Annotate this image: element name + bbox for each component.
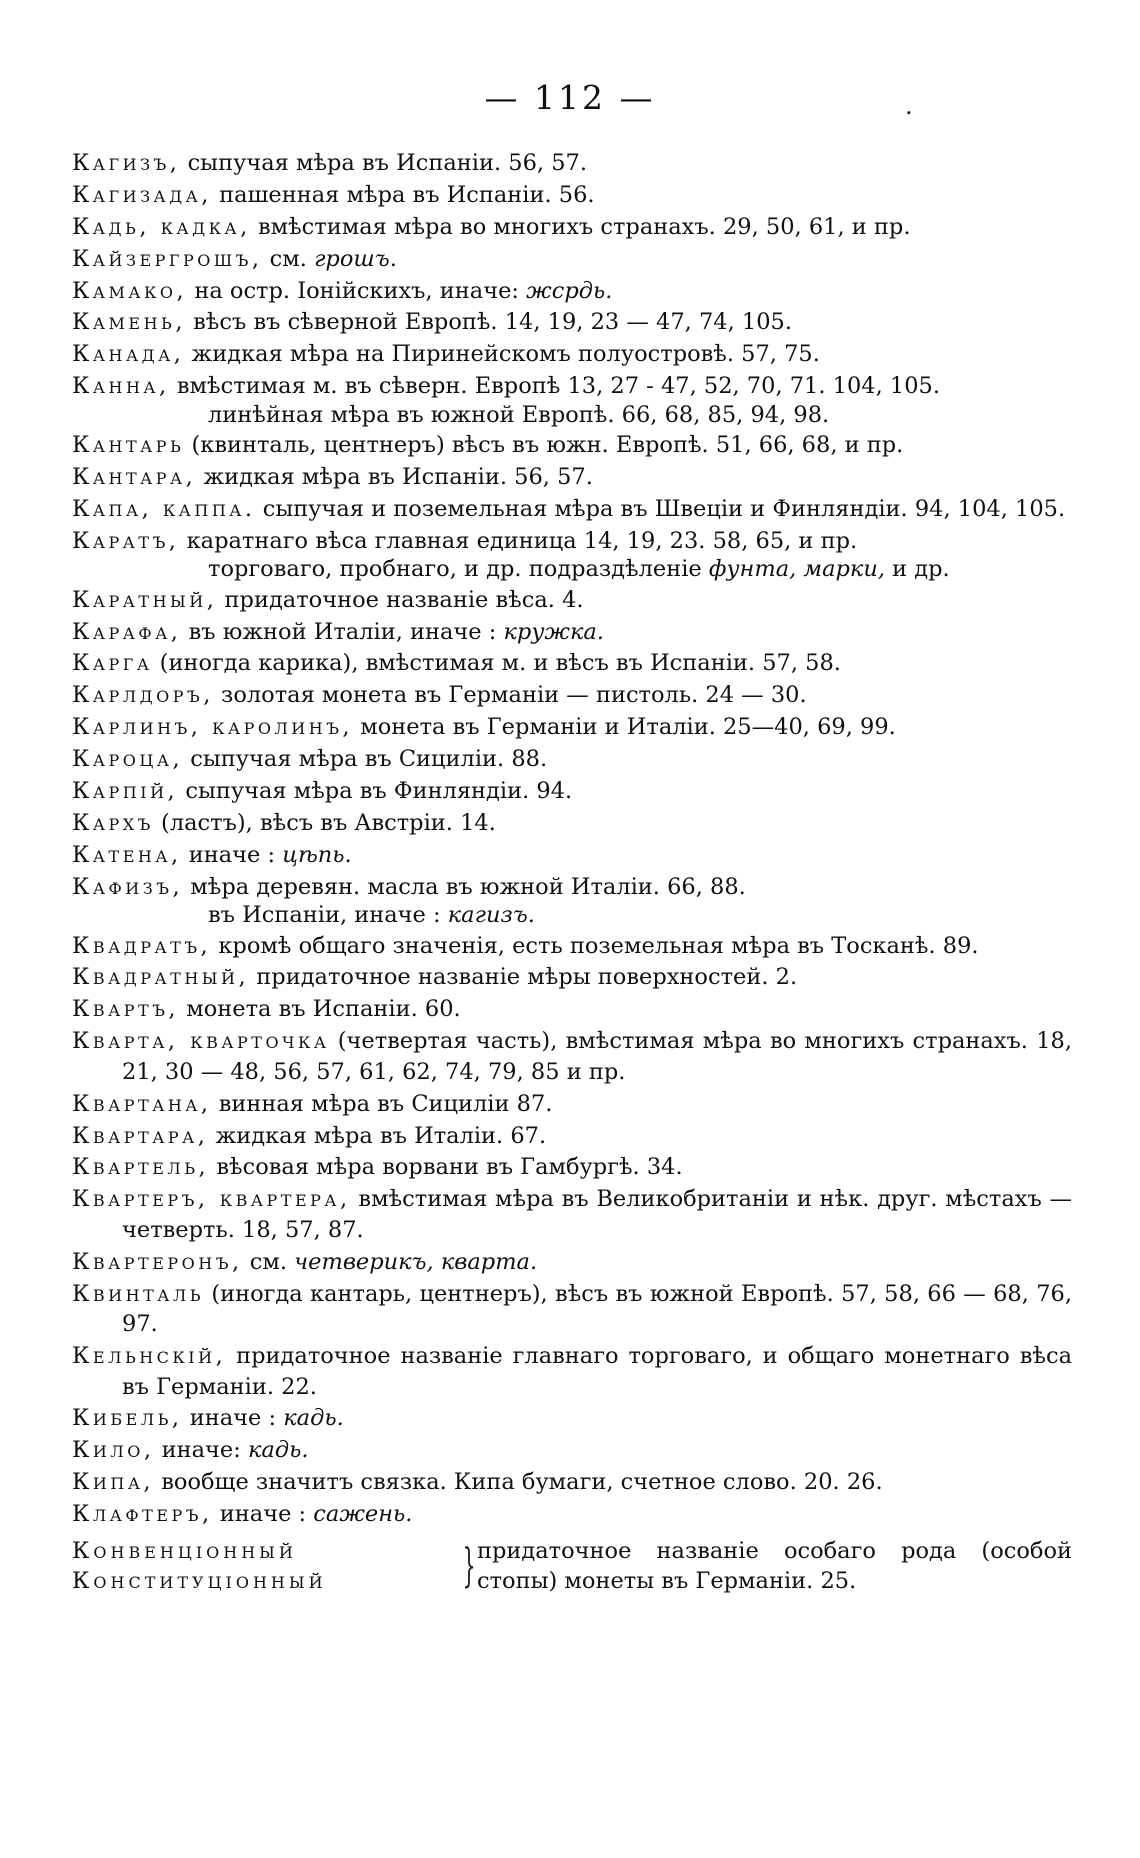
glossary-entry — [72, 307, 1072, 338]
entry-headword: Карлинъ, каролинъ, — [72, 714, 354, 741]
entry-subline-text: линѣйная мѣра въ южной Европѣ. 66, 68, 85, 94, 98. — [208, 401, 830, 428]
entry-headword: Квартеронъ, — [72, 1248, 243, 1275]
glossary-entry — [72, 1184, 1072, 1245]
entry-headword: Квартана, — [72, 1090, 212, 1117]
entry-text: придаточное названіе особаго рода (особой стопы) монеты въ Германіи. 25. — [477, 1537, 1072, 1594]
entry-headword: Кантара, — [72, 464, 197, 491]
glossary-entry — [72, 180, 1072, 211]
entry-text: (ластъ), вѣсъ въ Австріи. 14. — [153, 809, 496, 836]
glossary-entry — [72, 962, 1072, 993]
entry-headword: Квартара, — [72, 1122, 209, 1149]
entry-reference: четверикъ, кварта. — [294, 1248, 538, 1275]
entry-text: иначе : — [182, 1405, 284, 1432]
entry-reference: грошъ. — [314, 245, 397, 272]
entry-headword: Карпій, — [72, 778, 179, 805]
glossary-entry — [72, 648, 1072, 679]
entry-headword: Квадратный, — [72, 964, 250, 991]
entry-reference: кадь. — [247, 1437, 309, 1464]
glossary-entry — [72, 1121, 1072, 1152]
entry-text: вообще значитъ связка. Кипа бумаги, счетное слово. 20. 26. — [154, 1469, 883, 1496]
glossary-entry — [72, 1089, 1072, 1120]
entry-headword: Кадь, кадка, — [72, 213, 251, 240]
entry-headword: Квартъ, — [72, 996, 180, 1023]
entry-headword: Каратный, — [72, 586, 218, 613]
bracketed-headwords — [72, 1536, 457, 1596]
glossary-entry — [72, 712, 1072, 743]
entry-text: жидкая мѣра въ Италіи. 67. — [208, 1122, 547, 1149]
entry-headword: Карлдоръ, — [72, 682, 214, 709]
entry-reference: сажень. — [313, 1501, 413, 1528]
entry-text: (иногда кантарь, центнеръ), вѣсъ въ южной Европѣ. 57, 58, 66 — 68, 76, 97. — [122, 1280, 1072, 1338]
entry-text: вѣсовая мѣра ворвани въ Гамбургѣ. 34. — [209, 1154, 683, 1181]
entry-text: вмѣстимая мѣра въ Великобританіи и нѣк. друг. мѣстахъ — четверть. 18, 57, 87. — [122, 1186, 1072, 1243]
entry-headword: Кельнскій, — [72, 1343, 227, 1369]
curly-brace: } — [462, 1537, 476, 1592]
entry-headword: Канна, — [72, 373, 170, 400]
glossary-entries — [72, 148, 1072, 1596]
glossary-entry — [72, 1026, 1072, 1087]
entry-subline-reference: фунта, марки, — [708, 556, 885, 583]
page-dot: . — [905, 92, 913, 120]
entry-subline — [72, 556, 1072, 583]
entry-headword: Клафтеръ, — [72, 1501, 213, 1528]
entry-headword: Конституціонный — [72, 1567, 327, 1594]
entry-text: сыпучая мѣра въ Сициліи. 88. — [183, 746, 548, 773]
glossary-entry — [72, 244, 1072, 275]
glossary-entry — [72, 1499, 1072, 1530]
glossary-entry — [72, 148, 1072, 179]
entry-subline-tail: и др. — [884, 556, 950, 583]
entry-text: вмѣстимая м. въ сѣверн. Европѣ 13, 27 - 47, 52, 70, 71. 104, 105. — [169, 373, 941, 400]
glossary-entry — [72, 276, 1072, 307]
entry-text: придаточное названіе вѣса. 4. — [217, 586, 584, 613]
entry-text: каратнаго вѣса главная единица 14, 19, 23. 58, 65, и пр. — [179, 527, 858, 554]
glossary-entry — [72, 680, 1072, 711]
entry-text: (иногда карика), вмѣстимая м. и вѣсъ въ Испаніи. 57, 58. — [152, 650, 841, 677]
entry-text: мѣра деревян. масла въ южной Италіи. 66, 88. — [183, 873, 746, 900]
entry-headword: Кафизъ, — [72, 873, 184, 900]
entry-headword: Квартель, — [72, 1154, 210, 1181]
entry-subline — [72, 902, 1072, 929]
entry-text: сыпучая мѣра въ Испаніи. 56, 57. — [180, 150, 587, 176]
entry-headword: Катена, — [72, 841, 182, 868]
entry-headword: Кайзергрошъ, — [72, 245, 263, 272]
entry-subline-text: въ Испаніи, иначе : — [208, 902, 448, 929]
entry-text: жидкая мѣра на Пиринейскомъ полуостровѣ. 57, 75. — [184, 341, 820, 368]
glossary-entry — [72, 776, 1072, 807]
entry-headword: Кагизъ, — [72, 150, 181, 176]
entry-headword: Камень, — [72, 309, 186, 336]
entry-headword: Кароца, — [72, 746, 184, 773]
glossary-entry — [72, 1152, 1072, 1183]
glossary-entry — [72, 872, 1072, 930]
glossary-entry — [72, 462, 1072, 493]
entry-subline-reference: кагизъ. — [447, 902, 535, 929]
entry-headword: Кипа, — [72, 1469, 155, 1496]
glossary-entry — [72, 339, 1072, 370]
entry-subline — [72, 402, 1072, 429]
entry-headword: Каратъ, — [72, 527, 180, 554]
entry-reference: жсрдь. — [526, 277, 613, 304]
entry-headword: Квартеръ, квартера, — [72, 1186, 351, 1213]
entry-text: сыпучая мѣра въ Финляндіи. 94. — [178, 778, 573, 805]
entry-headword: Квинталь — [72, 1280, 204, 1307]
glossary-entry — [72, 931, 1072, 962]
glossary-entry — [72, 1341, 1072, 1402]
entry-text: иначе : — [181, 841, 283, 868]
glossary-entry — [72, 994, 1072, 1025]
entry-headword: Камако, — [72, 277, 188, 304]
entry-text: кромѣ общаго значенія, есть поземельная мѣра въ Тосканѣ. 89. — [211, 932, 979, 959]
glossary-entry — [72, 744, 1072, 775]
glossary-entry — [72, 1467, 1072, 1498]
entry-reference: кадь. — [283, 1405, 344, 1432]
glossary-entry — [72, 494, 1072, 525]
entry-text: монета въ Германіи и Италіи. 25—40, 69, 99. — [353, 714, 896, 741]
glossary-entry — [72, 1435, 1072, 1466]
entry-text: придаточное названіе главнаго торговаго, и общаго монетнаго вѣса въ Германіи. 22. — [122, 1343, 1072, 1400]
glossary-entry — [72, 1403, 1072, 1434]
entry-headword: Капа, каппа. — [72, 495, 256, 522]
entry-headword: Кило, — [72, 1437, 155, 1464]
glossary-entry — [72, 808, 1072, 839]
entry-reference: кружка. — [503, 618, 604, 645]
entry-text: вѣсъ въ сѣверной Европѣ. 14, 19, 23 — 47, 74, 105. — [185, 309, 793, 336]
entry-reference: цѣпь. — [282, 841, 352, 868]
entry-headword: Кархъ — [72, 809, 154, 836]
glossary-entry — [72, 1247, 1072, 1278]
entry-text: жидкая мѣра въ Испаніи. 56, 57. — [196, 464, 593, 491]
entry-text: пашенная мѣра въ Испаніи. 56. — [211, 181, 595, 208]
glossary-entry — [72, 585, 1072, 616]
entry-headword: Конвенціонный — [72, 1537, 297, 1564]
entry-text: иначе: — [154, 1437, 248, 1464]
entry-headword: Кибель, — [72, 1405, 183, 1432]
glossary-entry — [72, 1279, 1072, 1340]
glossary-entry — [72, 430, 1072, 461]
entry-text: иначе : — [212, 1501, 314, 1528]
entry-subline-text: торговаго, пробнаго, и др. подраздѣленіе — [208, 556, 709, 583]
entry-headword: Квадратъ, — [72, 932, 212, 959]
glossary-entry — [72, 617, 1072, 648]
entry-text: золотая монета въ Германіи — пистоль. 24 — 30. — [213, 682, 807, 709]
entry-headword: Кантарь — [72, 432, 185, 459]
entry-text: см. — [262, 245, 315, 272]
entry-text: сыпучая и поземельная мѣра въ Швеціи и Финляндіи. 94, 104, 105. — [255, 495, 1066, 522]
entry-text: (четвертая часть), вмѣстимая мѣра во многихъ странахъ. 18, 21, 30 — 48, 56, 57, 61, 62, 74, 79, 85 и пр. — [122, 1028, 1072, 1085]
glossary-entry — [72, 840, 1072, 871]
entry-headword: Кварта, кварточка — [72, 1028, 330, 1055]
entry-headword: Канада, — [72, 341, 185, 368]
entry-text: см. — [242, 1248, 295, 1275]
entry-text: въ южной Италіи, иначе : — [181, 618, 504, 645]
entry-headword: Кагизада, — [72, 181, 212, 208]
entry-text: винная мѣра въ Сициліи 87. — [211, 1090, 553, 1117]
entry-headword: Карга — [72, 650, 153, 677]
entry-text: на остр. Іонійскихъ, иначе: — [187, 277, 527, 304]
entry-text: вмѣстимая мѣра во многихъ странахъ. 29, 50, 61, и пр. — [250, 213, 911, 240]
glossary-entry — [72, 371, 1072, 429]
entry-headword: Карафа, — [72, 618, 182, 645]
page-number: — 112 — — [484, 78, 656, 117]
entry-text: (квинталь, центнеръ) вѣсъ въ южн. Европѣ. 51, 66, 68, и пр. — [184, 432, 904, 459]
entry-text: придаточное названіе мѣры поверхностей. 2. — [249, 964, 798, 991]
entry-text: монета въ Испаніи. 60. — [179, 996, 461, 1023]
bracketed-entry — [72, 1536, 1072, 1596]
glossary-entry — [72, 212, 1072, 243]
glossary-entry — [72, 526, 1072, 584]
